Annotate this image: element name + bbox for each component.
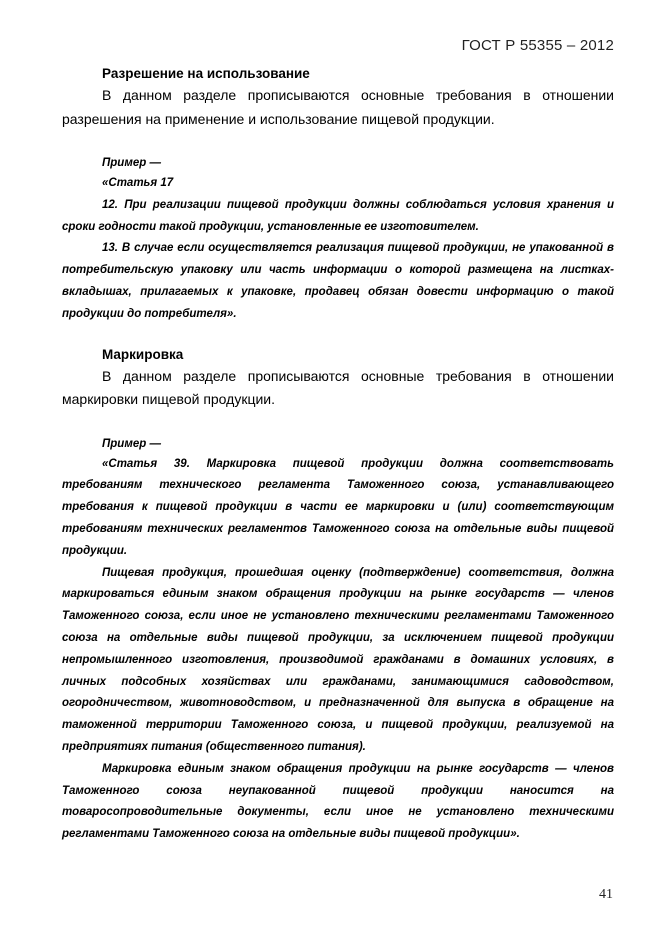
- example-label: Пример —: [102, 437, 161, 450]
- example-paragraph: Пищевая продукция, прошедшая оценку (подтверждение) соответствия, должна маркироваться единым знаком обращения продукции на рынке государств — членов Таможенного союза, если иное не установлено техническими регламентами Таможенного союза на отдельные виды пищевой продукции, за исключением пищевой продукции непромышленного изготовления, производимой гражданами в домашних условиях, в личных подсобных хозяйствах или гражданами, занимающимися садоводством, огородничеством, животноводством, и предназначенной для выпуска в обращение на таможенной территории Таможенного союза, и пищевой продукции, реализуемой на предприятиях питания (общественного питания).: [62, 566, 614, 753]
- section-heading-permission: Разрешение на использование: [102, 66, 310, 81]
- example-article-title: «Статья 17: [102, 177, 174, 189]
- page-body: [62, 64, 614, 846]
- example-paragraph: «Статья 39. Маркировка пищевой продукции должна соответствовать требованиям технического регламента Таможенного союза, устанавливающего требования к пищевой продукции в части ее маркировки и (или) соответствующим требованиям технических регламентов Таможенного союза на отдельные виды пищевой продукции.: [62, 457, 614, 557]
- example-block-marking: [62, 434, 614, 846]
- section-heading-marking: Маркировка: [102, 346, 184, 362]
- page-number: 41: [599, 887, 613, 902]
- section-paragraph-marking: В данном разделе прописываются основные требования в отношении маркировки пищевой продукции.: [62, 367, 614, 408]
- example-paragraph: Маркировка единым знаком обращения продукции на рынке государств — членов Таможенного союза неупакованной пищевой продукции наносится на товаросопроводительные документы, если иное не установлено техническими регламентами Таможенного союза на отдельные виды пищевой продукции».: [62, 762, 614, 841]
- example-paragraph: 13. В случае если осуществляется реализация пищевой продукции, не упакованной в потребительскую упаковку или часть информации о которой размещена на листках-вкладышах, прилагаемых к упаковке, продавец обязан довести информацию о такой продукции до потребителя».: [62, 242, 614, 320]
- standard-designation: ГОСТ Р 55355 – 2012: [461, 37, 614, 54]
- section-paragraph-permission: В данном разделе прописываются основные требования в отношении разрешения на применение и использование пищевой продукции.: [62, 87, 614, 127]
- example-block-permission: [62, 153, 614, 326]
- example-label: Пример —: [102, 157, 161, 169]
- example-paragraph: 12. При реализации пищевой продукции должны соблюдаться условия хранения и сроки годности такой продукции, установленные ее изготовителем.: [62, 198, 614, 233]
